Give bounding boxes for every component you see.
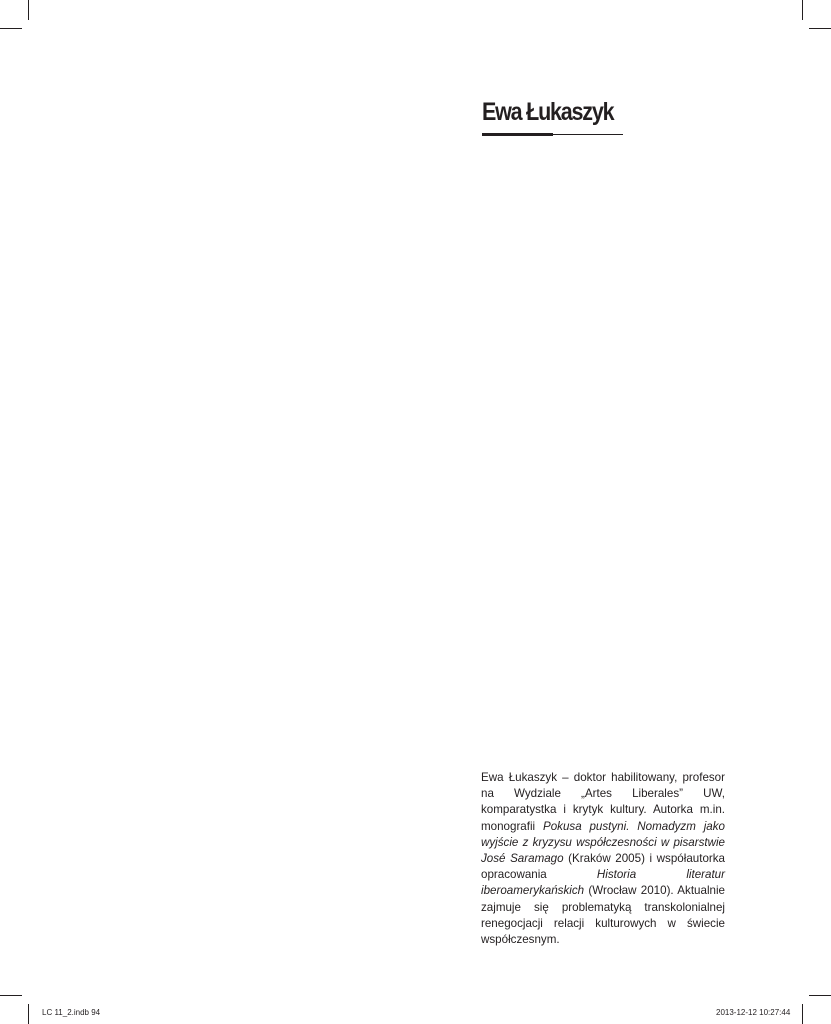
bio-text-segment: (Kraków 2005) i współautorka opracowania — [481, 852, 725, 882]
bio-paragraph — [481, 770, 725, 948]
crop-mark-bottom-right-horizontal — [809, 995, 831, 996]
author-biography — [481, 770, 725, 948]
bio-text-segment: Ewa Łukaszyk – doktor habilitowany, profesor na Wydziale „Artes Liberales” UW, komparatystka i krytyk kultury. Autorka m.in. monografii — [481, 771, 725, 833]
bio-text-segment: (Wrocław 2010). Aktualnie zajmuje się problematyką transkolonialnej renegocjacji relacji kulturowych w świecie współczesnym. — [481, 884, 725, 947]
crop-mark-bottom-left-horizontal — [0, 995, 22, 996]
slug-file-info: LC 11_2.indb 94 — [42, 1008, 101, 1017]
bio-book-title-2: Historia literatur iberoamerykańskich — [481, 868, 725, 898]
author-name-heading: Ewa Łukaszyk — [482, 98, 614, 126]
crop-mark-bottom-right-vertical — [802, 1004, 803, 1024]
slug-datetime: 2013-12-12 10:27:44 — [716, 1008, 791, 1017]
crop-mark-top-right-horizontal — [809, 28, 831, 29]
crop-mark-top-left-vertical — [28, 0, 29, 20]
title-underline-thick — [482, 133, 553, 136]
crop-mark-top-left-horizontal — [0, 28, 22, 29]
crop-mark-top-right-vertical — [802, 0, 803, 20]
bio-book-title-1: Pokusa pustyni. Nomadyzm jako wyjście z kryzysu współczesności w pisarstwie José Saramago — [481, 819, 725, 866]
crop-mark-bottom-left-vertical — [28, 1004, 29, 1024]
